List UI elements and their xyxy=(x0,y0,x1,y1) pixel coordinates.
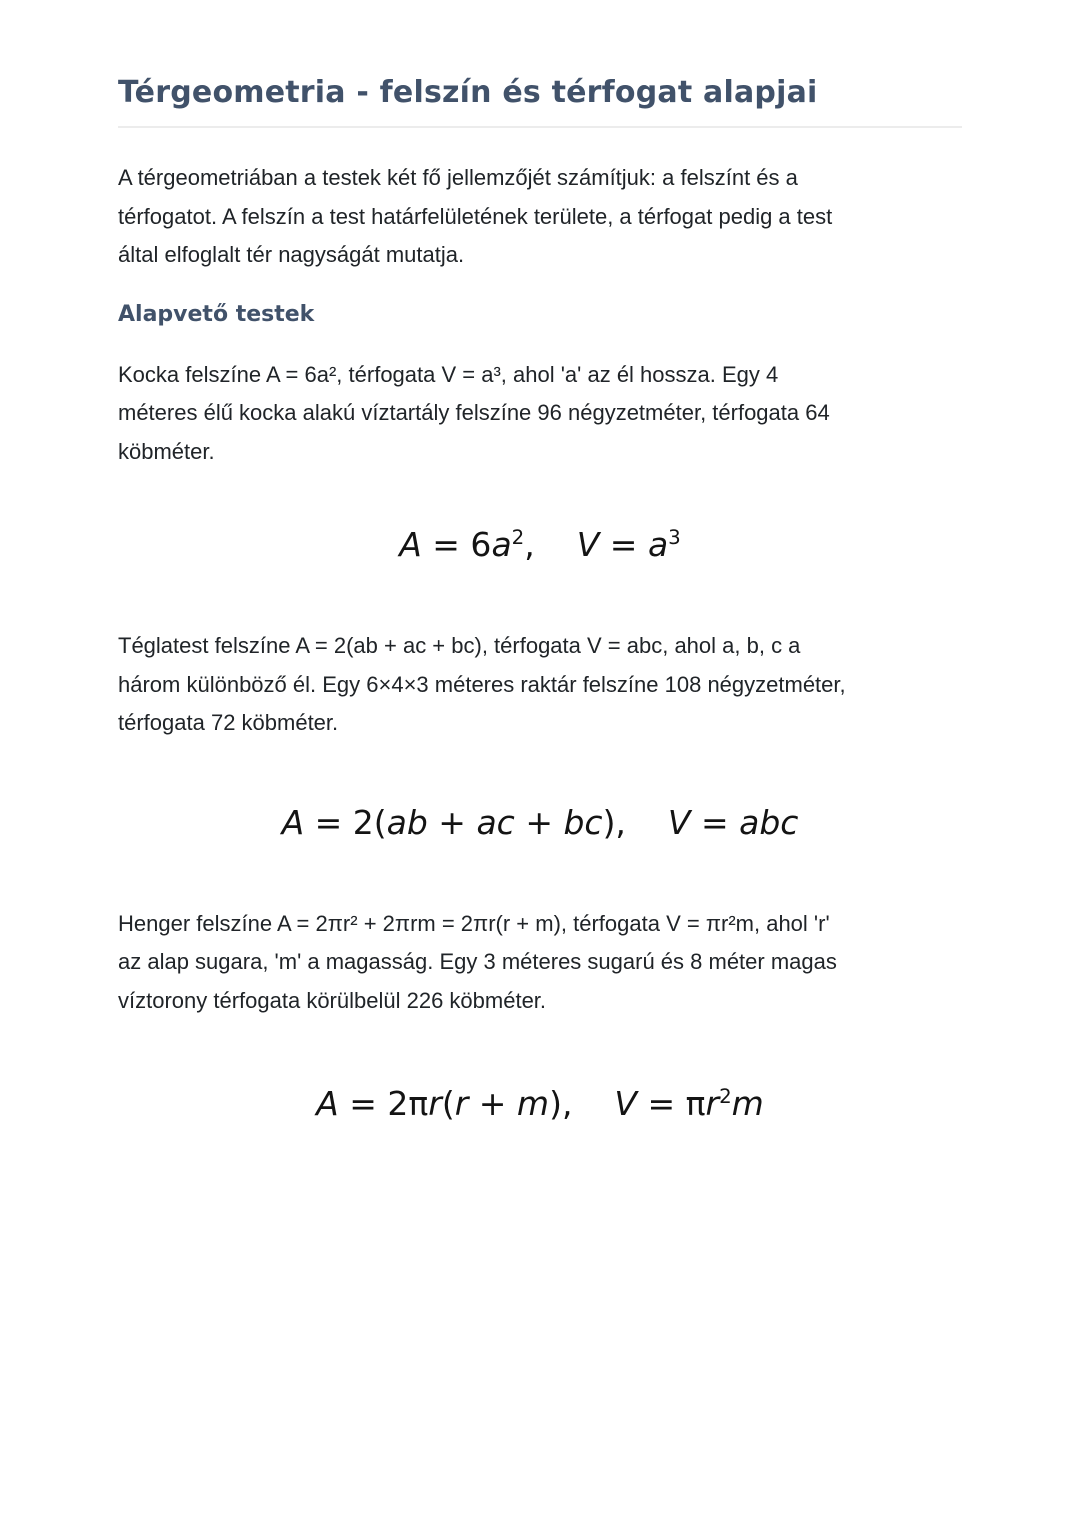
page-title: Térgeometria - felszín és térfogat alapjai xyxy=(118,75,818,110)
formula-variable: ac xyxy=(476,802,515,842)
text-line: víztorony térfogata körülbelül 226 köbméter. xyxy=(118,987,547,1013)
formula-variable: r xyxy=(454,1084,469,1123)
formula-operator: + xyxy=(514,802,564,842)
text-line: köbméter. xyxy=(118,438,215,464)
formula-operator: = xyxy=(690,802,740,842)
formula-variable: bc xyxy=(563,802,603,842)
formula-superscript: 2 xyxy=(511,526,525,549)
formula-superscript: 3 xyxy=(668,526,681,549)
text-line: Kocka felszíne A = 6a², térfogata V = a³, ahol 'a' az él hossza. Egy 4 xyxy=(118,361,779,387)
formula-variable: abc xyxy=(739,802,799,842)
formula-variable: a xyxy=(647,525,669,564)
formula-operator: ), xyxy=(602,802,668,842)
formula-operator: = π xyxy=(636,1084,706,1123)
formula-operator: = xyxy=(599,525,648,564)
text-line: méteres élű kocka alakú víztartály felszíne 96 négyzetméter, térfogata 64 xyxy=(118,400,830,425)
formula-operator: = 2π xyxy=(338,1084,429,1123)
formula-operator: , xyxy=(524,525,577,564)
formula-variable: r xyxy=(428,1084,442,1123)
text-line: által elfoglalt tér nagyságát mutatja. xyxy=(118,242,465,267)
formula-variable: A xyxy=(399,525,422,564)
formula-variable: m xyxy=(731,1084,764,1123)
text-line: Henger felszíne A = 2πr² + 2πrm = 2πr(r + m), térfogata V = πr²m, ahol 'r' xyxy=(118,910,830,936)
formula-operator: = 6 xyxy=(421,525,492,564)
intro-paragraph xyxy=(118,159,962,275)
text-line: térfogatot. A felszín a test határfelületének területe, a térfogat pedig a test xyxy=(118,203,833,229)
formula-operator: + xyxy=(468,1084,517,1123)
formula-variable: ab xyxy=(386,802,428,842)
formula-variable: m xyxy=(516,1084,550,1123)
cuboid-formula xyxy=(118,795,962,851)
formula-variable: V xyxy=(614,1084,637,1123)
cube-formula xyxy=(118,517,962,573)
formula-variable: r xyxy=(705,1084,720,1123)
text-line: három különböző él. Egy 6×4×3 méteres raktár felszíne 108 négyzetméter, xyxy=(118,671,846,697)
cuboid-paragraph xyxy=(118,627,962,743)
formula-operator: = 2( xyxy=(304,802,387,842)
formula-variable: A xyxy=(281,802,305,842)
title-divider xyxy=(118,126,962,128)
text-line: A térgeometriában a testek két fő jellemzőjét számítjuk: a felszínt és a xyxy=(118,165,798,190)
text-line: térfogata 72 köbméter. xyxy=(118,710,339,735)
formula-variable: V xyxy=(576,525,600,564)
section-heading-basic-solids: Alapvető testek xyxy=(118,301,315,327)
formula-variable: a xyxy=(491,525,512,564)
formula-superscript: 2 xyxy=(719,1085,732,1108)
cube-paragraph xyxy=(118,356,962,472)
formula-operator: ( xyxy=(441,1084,455,1123)
formula-operator: ), xyxy=(549,1084,615,1123)
text-line: Téglatest felszíne A = 2(ab + ac + bc), térfogata V = abc, ahol a, b, c a xyxy=(118,633,801,658)
cylinder-paragraph xyxy=(118,905,962,1021)
cylinder-formula xyxy=(118,1076,962,1132)
formula-variable: A xyxy=(316,1084,339,1123)
formula-operator: + xyxy=(427,802,477,842)
formula-variable: V xyxy=(667,802,691,842)
text-line: az alap sugara, 'm' a magasság. Egy 3 méteres sugarú és 8 méter magas xyxy=(118,949,837,974)
